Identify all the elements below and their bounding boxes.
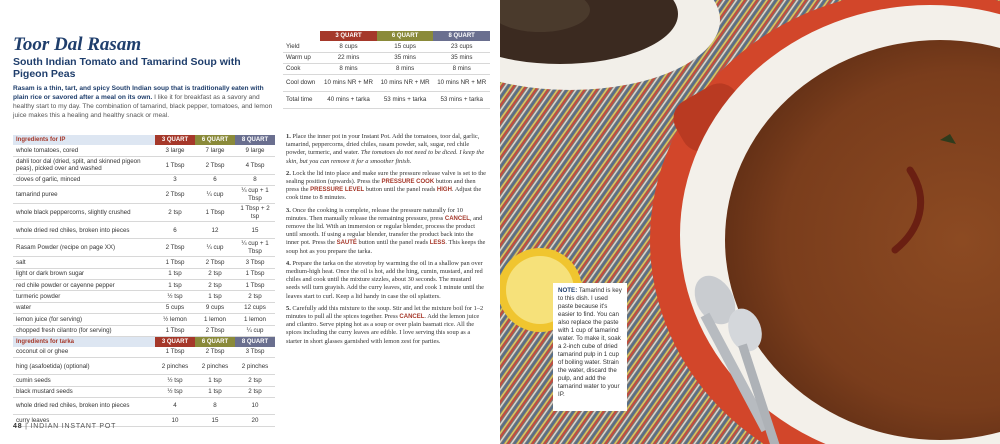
time-label: Total time bbox=[283, 91, 320, 108]
ingredient-amount: ½ tsp bbox=[155, 375, 195, 386]
ingredient-name: red chile powder or cayenne pepper bbox=[13, 280, 155, 291]
note-text: Tamarind is key to this dish. I used paste because it's easier to find. You can also replace the paste with 1 cup of tamarind water. To make it, soak a 2-inch cube of dried tamarind pulp in 1 cup of boiling water. Strain the water, discard the pulp, and add the tamarind water to your IP. bbox=[558, 287, 622, 398]
ingredient-amount: 2 tsp bbox=[235, 291, 275, 302]
ingredient-name: coconut oil or ghee bbox=[13, 347, 155, 358]
ingredient-row bbox=[13, 386, 275, 397]
ingredient-amount: 12 bbox=[195, 222, 235, 239]
time-value: 35 mins bbox=[433, 52, 490, 63]
ingredient-row bbox=[13, 291, 275, 302]
ingredient-name: whole dried red chiles, broken into pieces bbox=[13, 222, 155, 239]
ingredient-amount: 2 Tbsp bbox=[195, 257, 235, 268]
ingredient-row bbox=[13, 302, 275, 313]
ingredient-name: hing (asafoetida) (optional) bbox=[13, 358, 155, 375]
ingredient-amount: 1 Tbsp bbox=[155, 257, 195, 268]
ingredient-row bbox=[13, 347, 275, 358]
ingredient-name: Rasam Powder (recipe on page XX) bbox=[13, 239, 155, 257]
time-value: 15 cups bbox=[377, 41, 434, 52]
ingredient-row bbox=[13, 280, 275, 291]
time-label: Yield bbox=[283, 41, 320, 52]
ingredient-row bbox=[13, 375, 275, 386]
keyword-saute: SAUTÉ bbox=[336, 240, 357, 247]
time-value: 35 mins bbox=[377, 52, 434, 63]
ingredient-row bbox=[13, 204, 275, 222]
keyword-high: HIGH bbox=[436, 187, 452, 194]
time-row bbox=[283, 41, 490, 52]
ingredient-amount: 5 cups bbox=[155, 302, 195, 313]
ingredient-amount: 2 Tbsp bbox=[195, 347, 235, 358]
ingredient-amount: 4 Tbsp bbox=[235, 156, 275, 174]
ingredient-amount: 1 Tbsp bbox=[155, 347, 195, 358]
ingredient-amount: 1 tsp bbox=[195, 375, 235, 386]
ingredient-amount: ¼ cup bbox=[235, 325, 275, 336]
step-2: 2. Lock the lid into place and make sure the pressure release valve is set to the sealing position (upwards). Press the PRESSURE COOK button and then press the PRESSURE LEVEL button until the panel reads HIGH. Adjust the cook time to 8 minutes. bbox=[286, 169, 487, 202]
note-label: NOTE: bbox=[558, 287, 578, 294]
ingredient-amount: 1 lemon bbox=[235, 314, 275, 325]
recipe-title: Toor Dal Rasam bbox=[13, 34, 142, 55]
ingredient-name: water bbox=[13, 302, 155, 313]
intro-lead: Rasam is a thin, tart, and spicy South Indian soup that is traditionally eaten with plain rice or savored after a meal on its own. bbox=[13, 85, 264, 101]
time-value: 10 mins NR + MR bbox=[377, 74, 434, 91]
time-header-6q: 6 QUART bbox=[377, 31, 434, 41]
ingredient-row bbox=[13, 186, 275, 204]
ingredient-amount: 1 Tbsp + 2 tsp bbox=[235, 204, 275, 222]
page-footer: 48 | INDIAN INSTANT POT bbox=[13, 423, 117, 430]
ingredient-amount: 2 Tbsp bbox=[155, 186, 195, 204]
ingredient-name: whole black peppercorns, slightly crushed bbox=[13, 204, 155, 222]
ingredient-amount: 3 Tbsp bbox=[235, 257, 275, 268]
ingredient-row bbox=[13, 325, 275, 336]
ingredient-row bbox=[13, 239, 275, 257]
ingredient-row bbox=[13, 268, 275, 279]
ingredient-amount: 15 bbox=[235, 222, 275, 239]
ingredient-amount: 1 tsp bbox=[195, 291, 235, 302]
ingredient-amount: ¼ cup + 1 Tbsp bbox=[235, 239, 275, 257]
ingredient-amount: 2 Tbsp bbox=[195, 325, 235, 336]
ingredient-amount: ¼ cup bbox=[195, 239, 235, 257]
ingredient-amount: 1 tsp bbox=[195, 386, 235, 397]
ingredients-table bbox=[13, 135, 275, 427]
time-row bbox=[283, 63, 490, 74]
time-table-corner bbox=[283, 31, 320, 41]
ingredient-amount: 10 bbox=[235, 398, 275, 415]
time-value: 10 mins NR + MR bbox=[433, 74, 490, 91]
ingredient-amount: 9 cups bbox=[195, 302, 235, 313]
ingredient-row bbox=[13, 398, 275, 415]
time-row bbox=[283, 52, 490, 63]
time-value: 53 mins + tarka bbox=[433, 91, 490, 108]
ing-header-6q: 6 QUART bbox=[195, 135, 235, 145]
ingredient-amount: 12 cups bbox=[235, 302, 275, 313]
ingredient-amount: 3 bbox=[155, 174, 195, 185]
ingredient-name: whole tomatoes, cored bbox=[13, 145, 155, 156]
ingredient-name: lemon juice (for serving) bbox=[13, 314, 155, 325]
ingredient-row bbox=[13, 156, 275, 174]
ingredient-amount: ¼ cup bbox=[195, 186, 235, 204]
instructions bbox=[286, 133, 486, 350]
ingredient-name: whole dried red chiles, broken into pieces bbox=[13, 398, 155, 415]
time-value: 53 mins + tarka bbox=[377, 91, 434, 108]
ingredient-amount: 2 Tbsp bbox=[155, 239, 195, 257]
ingredient-name: dahli toor dal (dried, split, and skinned pigeon peas), picked over and washed bbox=[13, 156, 155, 174]
ingredient-name: turmeric powder bbox=[13, 291, 155, 302]
keyword-cancel: CANCEL bbox=[444, 215, 470, 222]
time-table bbox=[283, 31, 490, 109]
ing-header-3q: 3 QUART bbox=[155, 135, 195, 145]
ingredient-amount: 2 pinches bbox=[235, 358, 275, 375]
ingredient-amount: 9 large bbox=[235, 145, 275, 156]
ingredient-row bbox=[13, 257, 275, 268]
ingredient-amount: 8 bbox=[195, 398, 235, 415]
ing-header-8q: 8 QUART bbox=[235, 135, 275, 145]
ingredient-name: curry leaves bbox=[13, 415, 155, 426]
tarka-header-6q: 6 QUART bbox=[195, 337, 235, 347]
recipe-subtitle: South Indian Tomato and Tamarind Soup with Pigeon Peas bbox=[13, 56, 241, 80]
time-row bbox=[283, 74, 490, 91]
ingredient-amount: 1 tsp bbox=[155, 268, 195, 279]
ingredient-amount: 20 bbox=[235, 415, 275, 426]
ingredient-name: cloves of garlic, minced bbox=[13, 174, 155, 185]
tamarind-note bbox=[553, 283, 627, 411]
ingredient-amount: 7 large bbox=[195, 145, 235, 156]
step-3: 3. Once the cooking is complete, release the pressure naturally for 10 minutes. Then manually release the remaining pressure, press CANCEL, and remove the lid. With an immersion or regular blender, process the product until smooth. If using a regular blender, transfer the product back into the inner pot. Press the SAUTÉ button until the panel reads LESS. This keeps the soup hot as you prepare the tarka. bbox=[286, 206, 486, 255]
time-value: 8 mins bbox=[433, 63, 490, 74]
time-value: 8 cups bbox=[320, 41, 377, 52]
time-header-3q: 3 QUART bbox=[320, 31, 377, 41]
intro-rest: I like it for breakfast as a savory and healthy start to my day. The combination of tamarind, black pepper, tomatoes, and lemon juice makes this a healing and healthy snack or meal. bbox=[13, 94, 273, 119]
ingredient-name: cumin seeds bbox=[13, 375, 155, 386]
ingredient-name: chopped fresh cilantro (for serving) bbox=[13, 325, 155, 336]
ingredient-row bbox=[13, 222, 275, 239]
ingredient-amount: 6 bbox=[195, 174, 235, 185]
tarka-header-8q: 8 QUART bbox=[235, 337, 275, 347]
ingredient-amount: 3 Tbsp bbox=[235, 347, 275, 358]
ingredient-amount: ¼ cup + 1 Tbsp bbox=[235, 186, 275, 204]
ingredient-amount: 15 bbox=[195, 415, 235, 426]
ingredient-amount: 1 Tbsp bbox=[235, 280, 275, 291]
ingredient-amount: 1 Tbsp bbox=[155, 325, 195, 336]
time-value: 22 mins bbox=[320, 52, 377, 63]
ingredients-ip-header: Ingredients for IP bbox=[13, 135, 155, 145]
ingredient-amount: 2 tsp bbox=[235, 386, 275, 397]
ingredient-amount: 4 bbox=[155, 398, 195, 415]
ingredient-amount: 2 tsp bbox=[235, 375, 275, 386]
ingredient-row bbox=[13, 174, 275, 185]
ingredients-tarka-header: Ingredients for tarka bbox=[13, 337, 155, 347]
ingredient-amount: 2 pinches bbox=[195, 358, 235, 375]
ingredient-amount: ½ tsp bbox=[155, 291, 195, 302]
ingredient-amount: 6 bbox=[155, 222, 195, 239]
recipe-intro bbox=[13, 84, 275, 120]
step-1: 1. Place the inner pot in your Instant Pot. Add the tomatoes, toor dal, garlic, tamarind, peppercorns, dried chiles, rasam powder, salt, sugar, red chile powder, turmeric, and water. The tomatoes do not need to be diced. I keep the skin, but you can remove it for a smoother finish. bbox=[286, 133, 485, 165]
ingredient-amount: 1 tsp bbox=[155, 280, 195, 291]
ingredient-name: salt bbox=[13, 257, 155, 268]
time-value: 8 mins bbox=[377, 63, 434, 74]
ingredient-row bbox=[13, 314, 275, 325]
time-label: Cool down bbox=[283, 74, 320, 91]
time-value: 40 mins + tarka bbox=[320, 91, 377, 108]
page-number: 48 bbox=[13, 423, 23, 430]
time-value: 10 mins NR + MR bbox=[320, 74, 377, 91]
keyword-pressure-level: PRESSURE LEVEL bbox=[310, 187, 365, 194]
book-title: INDIAN INSTANT POT bbox=[30, 423, 117, 430]
ingredient-name: light or dark brown sugar bbox=[13, 268, 155, 279]
ingredient-amount: 2 tsp bbox=[195, 268, 235, 279]
ingredient-amount: 2 tsp bbox=[155, 204, 195, 222]
ingredient-amount: 1 Tbsp bbox=[155, 156, 195, 174]
ingredient-amount: 1 Tbsp bbox=[235, 268, 275, 279]
step-5: 5. Carefully add this mixture to the soup. Stir and let the mixture boil for 1–2 minutes to pull all the spices together. Press CANCEL. Add the lemon juice and cilantro. Serve piping hot as a soup or over plain basmati rice. All the spices including the curry leaves are edible. I love serving this soup as a starter in short glasses garnished with lemon zest for parties. bbox=[286, 304, 484, 345]
ingredient-row bbox=[13, 145, 275, 156]
ingredient-amount: 1 lemon bbox=[195, 314, 235, 325]
time-value: 8 mins bbox=[320, 63, 377, 74]
ingredient-amount: 2 Tbsp bbox=[195, 156, 235, 174]
tarka-header-3q: 3 QUART bbox=[155, 337, 195, 347]
time-value: 23 cups bbox=[433, 41, 490, 52]
step-4: 4. Prepare the tarka on the stovetop by warming the oil in a shallow pan over medium-high heat. Once the oil is hot, add the hing, cumin, mustard, and red chiles and cook until the mixture sizzles, about 30 seconds. The mustard seeds will turn grayish. Add the curry leaves, stir, and cook 1 minute until the leaves start to curl. Keep a lid handy in case the oil splatters. bbox=[286, 259, 484, 300]
ingredient-amount: 1 Tbsp bbox=[195, 204, 235, 222]
time-label: Warm up bbox=[283, 52, 320, 63]
keyword-pressure-cook: PRESSURE COOK bbox=[381, 179, 435, 186]
ingredient-amount: 8 bbox=[235, 174, 275, 185]
ingredient-amount: ½ lemon bbox=[155, 314, 195, 325]
ingredient-row bbox=[13, 358, 275, 375]
ingredient-name: black mustard seeds bbox=[13, 386, 155, 397]
ingredient-amount: ½ tsp bbox=[155, 386, 195, 397]
ingredient-amount: 2 pinches bbox=[155, 358, 195, 375]
time-header-8q: 8 QUART bbox=[433, 31, 490, 41]
time-row bbox=[283, 91, 490, 108]
keyword-cancel: CANCEL bbox=[399, 314, 425, 321]
keyword-less: LESS bbox=[429, 240, 446, 247]
time-label: Cook bbox=[283, 63, 320, 74]
ingredient-amount: 10 bbox=[155, 415, 195, 426]
ingredient-amount: 2 tsp bbox=[195, 280, 235, 291]
ingredient-name: tamarind puree bbox=[13, 186, 155, 204]
ingredient-amount: 3 large bbox=[155, 145, 195, 156]
